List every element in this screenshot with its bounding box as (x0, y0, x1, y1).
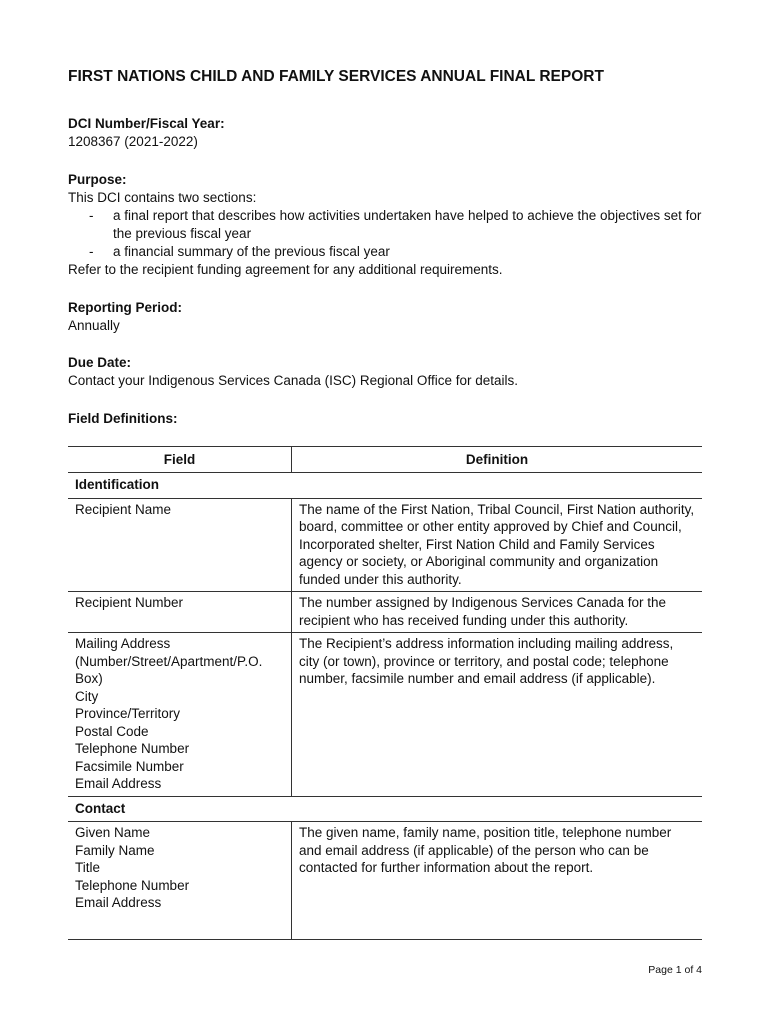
due-date-label: Due Date: (68, 355, 132, 370)
dci-section (68, 114, 702, 152)
group-heading: Identification (68, 473, 702, 499)
definition-cell: The name of the First Nation, Tribal Council, First Nation authority, board, committee or other entity approved by Chief and Council, Incorporated shelter, First Nation Child and Family Services agency or society, or Aboriginal community and organization funded under this authority. (292, 498, 703, 592)
reporting-period-value: Annually (68, 317, 120, 333)
table-row (68, 592, 702, 633)
field-column-header: Field (68, 446, 292, 473)
purpose-item: - a final report that describes how activities undertaken have helped to achieve the objectives set for the previous fiscal year (68, 207, 702, 243)
field-definitions-table (68, 446, 702, 941)
dci-value: 1208367 (2021-2022) (68, 134, 198, 149)
field-cell (68, 633, 292, 797)
table-group-row (68, 796, 702, 822)
table-row (68, 633, 702, 797)
table-group-row (68, 473, 702, 499)
field-line: Facsimile Number (75, 758, 184, 774)
field-cell (68, 822, 292, 940)
group-heading: Contact (68, 796, 702, 822)
dci-label: DCI Number/Fiscal Year: (68, 116, 225, 131)
table-body (68, 473, 702, 940)
definition-cell: The number assigned by Indigenous Services Canada for the recipient who has received funding under this authority. (292, 592, 703, 633)
field-cell (68, 498, 292, 592)
field-line: Postal Code (75, 723, 149, 739)
purpose-list (68, 207, 702, 261)
field-line: Title (75, 860, 101, 875)
field-definitions-label: Field Definitions: (68, 410, 178, 426)
field-line: Family Name (75, 842, 155, 858)
reporting-period-section (68, 298, 702, 336)
field-line: Recipient Number (75, 595, 184, 610)
field-cell (68, 592, 292, 633)
field-line: Telephone Number (75, 877, 190, 893)
reporting-period-label: Reporting Period: (68, 299, 182, 315)
purpose-intro: This DCI contains two sections: (68, 189, 257, 205)
table-row (68, 822, 702, 940)
table-row (68, 498, 702, 592)
purpose-item: - a financial summary of the previous fiscal year (68, 243, 702, 261)
page-number: Page 1 of 4 (648, 964, 702, 976)
due-date-section (68, 353, 702, 391)
field-line: Recipient Name (75, 501, 172, 517)
purpose-label: Purpose: (68, 171, 127, 187)
definition-column-header: Definition (292, 446, 703, 473)
field-line: Telephone Number (75, 741, 190, 756)
field-line: Province/Territory (75, 706, 181, 721)
field-line: Email Address (75, 895, 162, 910)
field-line: City (75, 688, 99, 704)
purpose-outro: Refer to the recipient funding agreement for any additional requirements. (68, 262, 503, 277)
field-line: Given Name (75, 825, 151, 840)
definition-cell: The Recipient’s address information including mailing address, city (or town), province or territory, and postal code; telephone number, facsimile number and email address (if applicable). (292, 633, 703, 797)
table-header-row (68, 446, 702, 473)
document-title: FIRST NATIONS CHILD AND FAMILY SERVICES ANNUAL FINAL REPORT (68, 68, 604, 85)
definition-cell: The given name, family name, position title, telephone number and email address (if applicable) of the person who can be contacted for further information about the report. (292, 822, 703, 940)
field-definitions-section (68, 409, 702, 941)
field-line: Mailing Address (Number/Street/Apartment/P.O. Box) (75, 636, 263, 686)
purpose-section (68, 170, 702, 280)
document-page (68, 68, 702, 940)
due-date-value: Contact your Indigenous Services Canada (ISC) Regional Office for details. (68, 373, 518, 388)
field-line: Email Address (75, 776, 162, 791)
